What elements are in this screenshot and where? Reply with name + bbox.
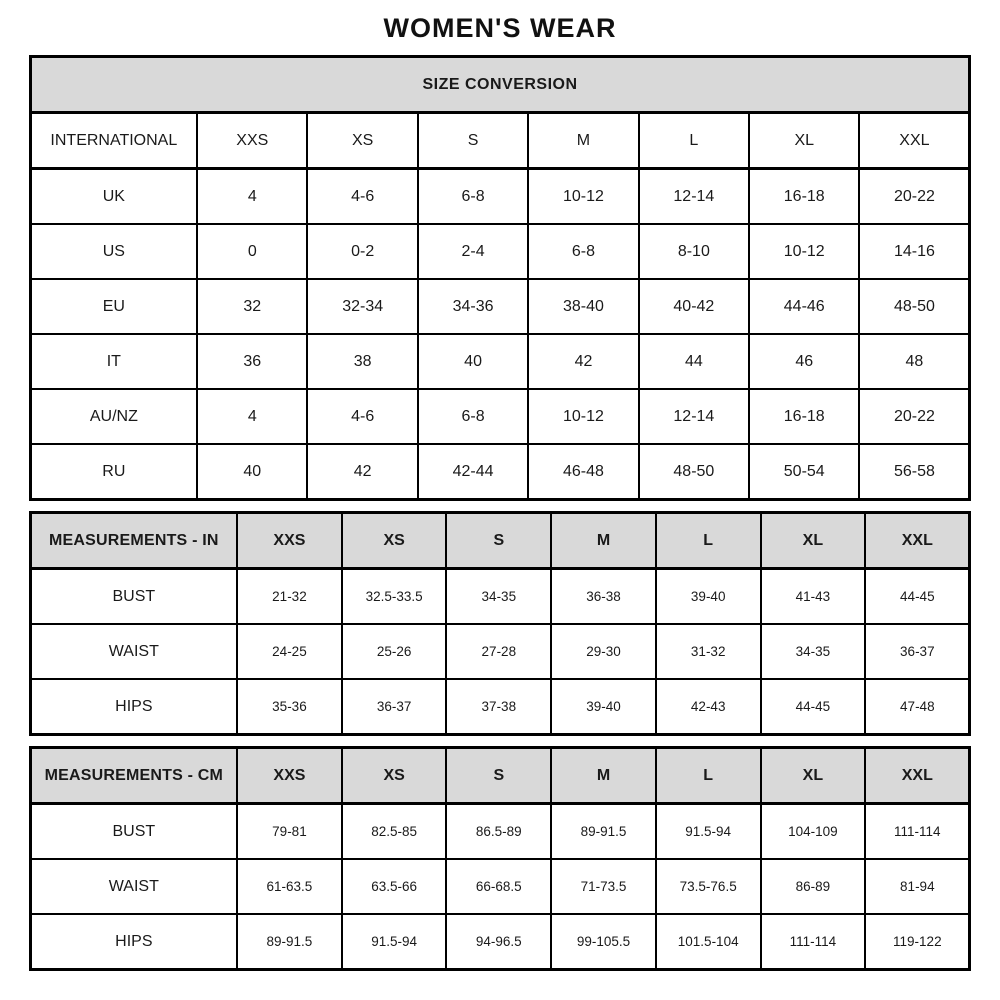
measurement-value-cell: 44-45	[865, 569, 970, 625]
measurement-value-cell: 81-94	[865, 859, 970, 914]
measurement-value-cell: 42-43	[656, 679, 761, 735]
size-value-cell: 46-48	[528, 444, 638, 500]
size-value-cell: 46	[749, 334, 859, 389]
measurement-value-cell: 34-35	[761, 624, 866, 679]
measurement-value-cell: 66-68.5	[446, 859, 551, 914]
size-value-cell: 16-18	[749, 389, 859, 444]
measurement-value-cell: 31-32	[656, 624, 761, 679]
column-header-size: L	[639, 113, 749, 169]
size-value-cell: 10-12	[528, 389, 638, 444]
measurement-value-cell: 91.5-94	[342, 914, 447, 970]
measurement-label: BUST	[30, 804, 237, 860]
measurement-value-cell: 111-114	[865, 804, 970, 860]
region-label: US	[30, 224, 197, 279]
measurement-value-cell: 94-96.5	[446, 914, 551, 970]
column-header-size: XXL	[859, 113, 969, 169]
size-value-cell: 50-54	[749, 444, 859, 500]
measurements-cm-header-row	[30, 748, 970, 804]
size-value-cell: 38	[307, 334, 417, 389]
measurement-value-cell: 63.5-66	[342, 859, 447, 914]
size-value-cell: 4	[197, 389, 307, 444]
region-label: UK	[30, 169, 197, 225]
measurement-value-cell: 36-38	[551, 569, 656, 625]
measurement-value-cell: 25-26	[342, 624, 447, 679]
column-header-size: S	[418, 113, 528, 169]
measurement-value-cell: 21-32	[237, 569, 342, 625]
measurement-value-cell: 24-25	[237, 624, 342, 679]
column-header-size: XXS	[237, 513, 342, 569]
measurement-row	[30, 679, 970, 735]
column-header-size: M	[551, 748, 656, 804]
size-value-cell: 34-36	[418, 279, 528, 334]
measurement-value-cell: 79-81	[237, 804, 342, 860]
column-header-size: S	[446, 513, 551, 569]
region-label: IT	[30, 334, 197, 389]
measurement-value-cell: 27-28	[446, 624, 551, 679]
measurement-value-cell: 61-63.5	[237, 859, 342, 914]
measurement-value-cell: 29-30	[551, 624, 656, 679]
measurement-label: WAIST	[30, 859, 237, 914]
size-value-cell: 56-58	[859, 444, 969, 500]
measurement-value-cell: 41-43	[761, 569, 866, 625]
column-header-size: XS	[342, 513, 447, 569]
size-value-cell: 20-22	[859, 389, 969, 444]
measurement-value-cell: 89-91.5	[237, 914, 342, 970]
measurement-label: WAIST	[30, 624, 237, 679]
column-header-size: XXL	[865, 513, 970, 569]
size-value-cell: 10-12	[749, 224, 859, 279]
column-header-size: L	[656, 513, 761, 569]
column-header-size: XL	[761, 748, 866, 804]
table-title-cell: MEASUREMENTS - IN	[30, 513, 237, 569]
size-value-cell: 0-2	[307, 224, 417, 279]
column-header-size: M	[528, 113, 638, 169]
size-value-cell: 36	[197, 334, 307, 389]
measurement-value-cell: 119-122	[865, 914, 970, 970]
measurement-value-cell: 36-37	[865, 624, 970, 679]
measurement-label: HIPS	[30, 914, 237, 970]
column-header-size: L	[656, 748, 761, 804]
size-value-cell: 14-16	[859, 224, 969, 279]
size-value-cell: 40-42	[639, 279, 749, 334]
column-header-size: XXS	[237, 748, 342, 804]
size-conversion-table	[29, 55, 972, 501]
column-header-international: INTERNATIONAL	[30, 113, 197, 169]
measurement-value-cell: 82.5-85	[342, 804, 447, 860]
size-conversion-row	[30, 334, 970, 389]
size-value-cell: 0	[197, 224, 307, 279]
measurement-value-cell: 99-105.5	[551, 914, 656, 970]
size-value-cell: 2-4	[418, 224, 528, 279]
region-label: EU	[30, 279, 197, 334]
size-value-cell: 6-8	[528, 224, 638, 279]
column-header-size: XL	[749, 113, 859, 169]
measurement-value-cell: 111-114	[761, 914, 866, 970]
size-value-cell: 42-44	[418, 444, 528, 500]
measurement-row	[30, 859, 970, 914]
size-value-cell: 48-50	[639, 444, 749, 500]
measurement-value-cell: 86-89	[761, 859, 866, 914]
measurement-label: HIPS	[30, 679, 237, 735]
column-header-size: M	[551, 513, 656, 569]
size-value-cell: 12-14	[639, 389, 749, 444]
size-conversion-row	[30, 389, 970, 444]
size-value-cell: 4-6	[307, 389, 417, 444]
measurement-value-cell: 73.5-76.5	[656, 859, 761, 914]
table-title-cell: MEASUREMENTS - CM	[30, 748, 237, 804]
column-header-size: S	[446, 748, 551, 804]
measurement-value-cell: 47-48	[865, 679, 970, 735]
size-value-cell: 12-14	[639, 169, 749, 225]
size-conversion-row	[30, 279, 970, 334]
column-header-size: XXL	[865, 748, 970, 804]
measurement-label: BUST	[30, 569, 237, 625]
column-header-size: XS	[342, 748, 447, 804]
measurement-value-cell: 86.5-89	[446, 804, 551, 860]
measurement-row	[30, 569, 970, 625]
size-conversion-banner: SIZE CONVERSION	[30, 57, 970, 113]
size-value-cell: 6-8	[418, 169, 528, 225]
size-value-cell: 10-12	[528, 169, 638, 225]
size-value-cell: 32-34	[307, 279, 417, 334]
region-label: AU/NZ	[30, 389, 197, 444]
measurement-value-cell: 101.5-104	[656, 914, 761, 970]
size-conversion-row	[30, 224, 970, 279]
measurement-row	[30, 804, 970, 860]
measurement-value-cell: 34-35	[446, 569, 551, 625]
measurement-value-cell: 104-109	[761, 804, 866, 860]
measurement-value-cell: 44-45	[761, 679, 866, 735]
measurement-value-cell: 39-40	[551, 679, 656, 735]
measurements-in-table	[29, 511, 972, 736]
size-value-cell: 32	[197, 279, 307, 334]
size-value-cell: 8-10	[639, 224, 749, 279]
size-value-cell: 6-8	[418, 389, 528, 444]
measurements-in-header-row	[30, 513, 970, 569]
size-value-cell: 20-22	[859, 169, 969, 225]
size-value-cell: 4	[197, 169, 307, 225]
size-value-cell: 40	[197, 444, 307, 500]
measurement-value-cell: 35-36	[237, 679, 342, 735]
size-value-cell: 42	[528, 334, 638, 389]
size-value-cell: 40	[418, 334, 528, 389]
size-value-cell: 48-50	[859, 279, 969, 334]
measurement-value-cell: 89-91.5	[551, 804, 656, 860]
measurements-cm-table	[29, 746, 972, 971]
size-conversion-row	[30, 169, 970, 225]
measurement-value-cell: 71-73.5	[551, 859, 656, 914]
size-value-cell: 44-46	[749, 279, 859, 334]
measurement-value-cell: 91.5-94	[656, 804, 761, 860]
column-header-size: XXS	[197, 113, 307, 169]
page-title: WOMEN'S WEAR	[383, 13, 617, 43]
measurement-row	[30, 624, 970, 679]
size-conversion-row	[30, 444, 970, 500]
measurement-value-cell: 37-38	[446, 679, 551, 735]
measurement-row	[30, 914, 970, 970]
size-value-cell: 42	[307, 444, 417, 500]
measurement-value-cell: 36-37	[342, 679, 447, 735]
size-value-cell: 38-40	[528, 279, 638, 334]
size-conversion-banner-row	[30, 57, 970, 113]
column-header-size: XL	[761, 513, 866, 569]
measurement-value-cell: 39-40	[656, 569, 761, 625]
international-sizes-header-row	[30, 113, 970, 169]
region-label: RU	[30, 444, 197, 500]
size-value-cell: 48	[859, 334, 969, 389]
size-value-cell: 44	[639, 334, 749, 389]
size-value-cell: 16-18	[749, 169, 859, 225]
column-header-size: XS	[307, 113, 417, 169]
size-value-cell: 4-6	[307, 169, 417, 225]
measurement-value-cell: 32.5-33.5	[342, 569, 447, 625]
